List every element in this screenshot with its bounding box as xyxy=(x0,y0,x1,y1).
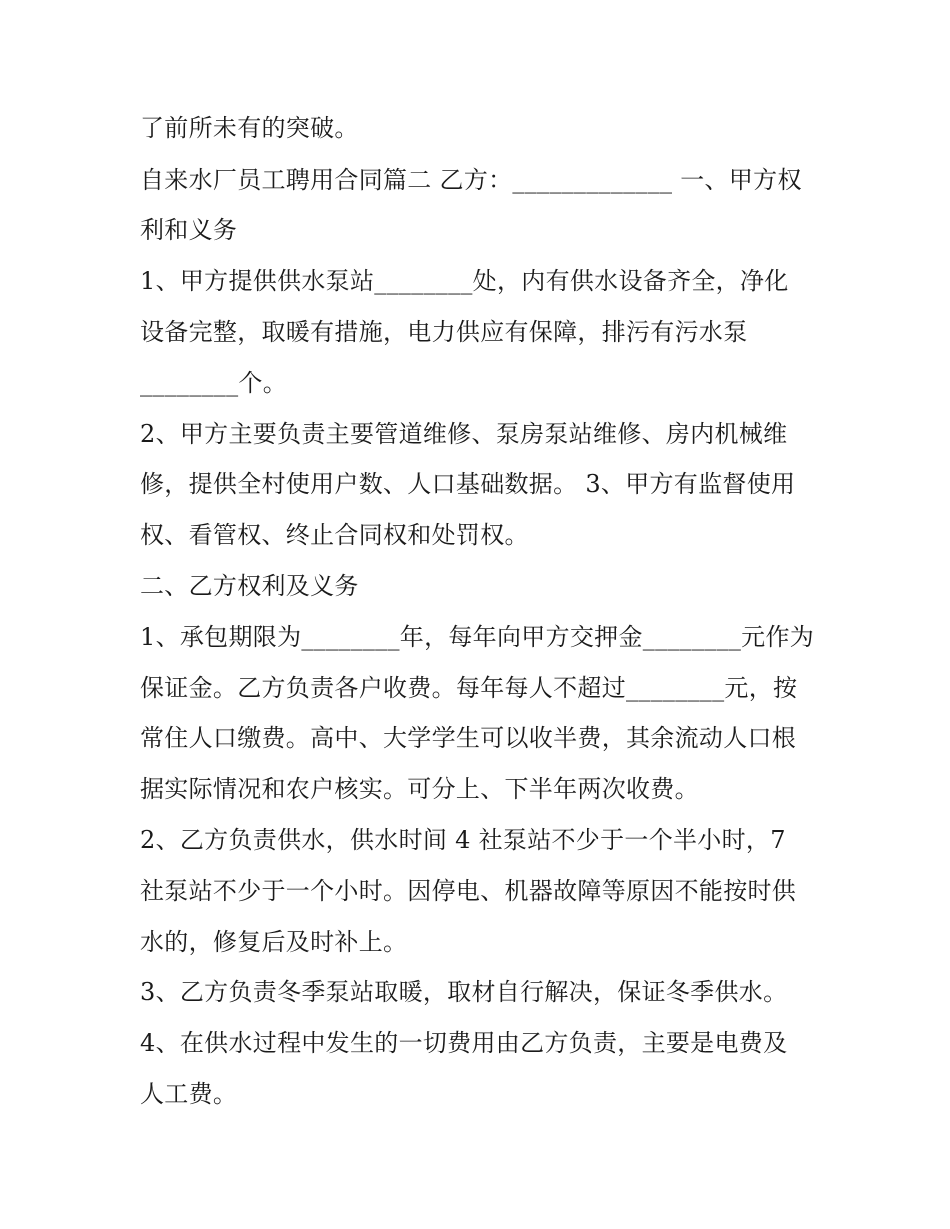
text-line: 3、乙方负责冬季泵站取暖，取材自行解决，保证冬季供水。 xyxy=(140,978,788,1006)
text-line: 人工费。 xyxy=(140,1080,238,1108)
text-line: 利和义务 xyxy=(140,216,238,244)
text-line: 据实际情况和农户核实。可分上、下半年两次收费。 xyxy=(140,775,699,803)
text-line: 2、甲方主要负责主要管道维修、泵房泵站维修、房内机械维 xyxy=(140,420,788,448)
text-line: 2、乙方负责供水，供水时间 4 社泵站不少于一个半小时，7 xyxy=(140,826,786,854)
text-line: 保证金。乙方负责各户收费。每年每人不超过________元，按 xyxy=(140,674,798,702)
section-heading: 二、乙方权利及义务 xyxy=(140,572,359,600)
text-line: ________个。 xyxy=(140,369,287,397)
text-line: 了前所未有的突破。 xyxy=(140,114,359,142)
text-line: 1、甲方提供供水泵站________处，内有供水设备齐全，净化 xyxy=(140,267,789,295)
text-line: 自来水厂员工聘用合同篇二 乙方：_____________ 一、甲方权 xyxy=(140,166,802,194)
text-line: 设备完整，取暖有措施，电力供应有保障，排污有污水泵 xyxy=(140,318,748,346)
text-line: 水的，修复后及时补上。 xyxy=(140,928,408,956)
text-line: 4、在供水过程中发生的一切费用由乙方负责，主要是电费及 xyxy=(140,1029,788,1057)
text-line: 修，提供全村使用户数、人口基础数据。 3、甲方有监督使用 xyxy=(140,470,796,498)
text-line: 常住人口缴费。高中、大学学生可以收半费，其余流动人口根 xyxy=(140,724,797,752)
text-line: 社泵站不少于一个小时。因停电、机器故障等原因不能按时供 xyxy=(140,877,797,905)
text-line: 权、看管权、终止合同权和处罚权。 xyxy=(140,521,529,549)
text-line: 1、承包期限为________年，每年向甲方交押金________元作为 xyxy=(140,623,815,651)
